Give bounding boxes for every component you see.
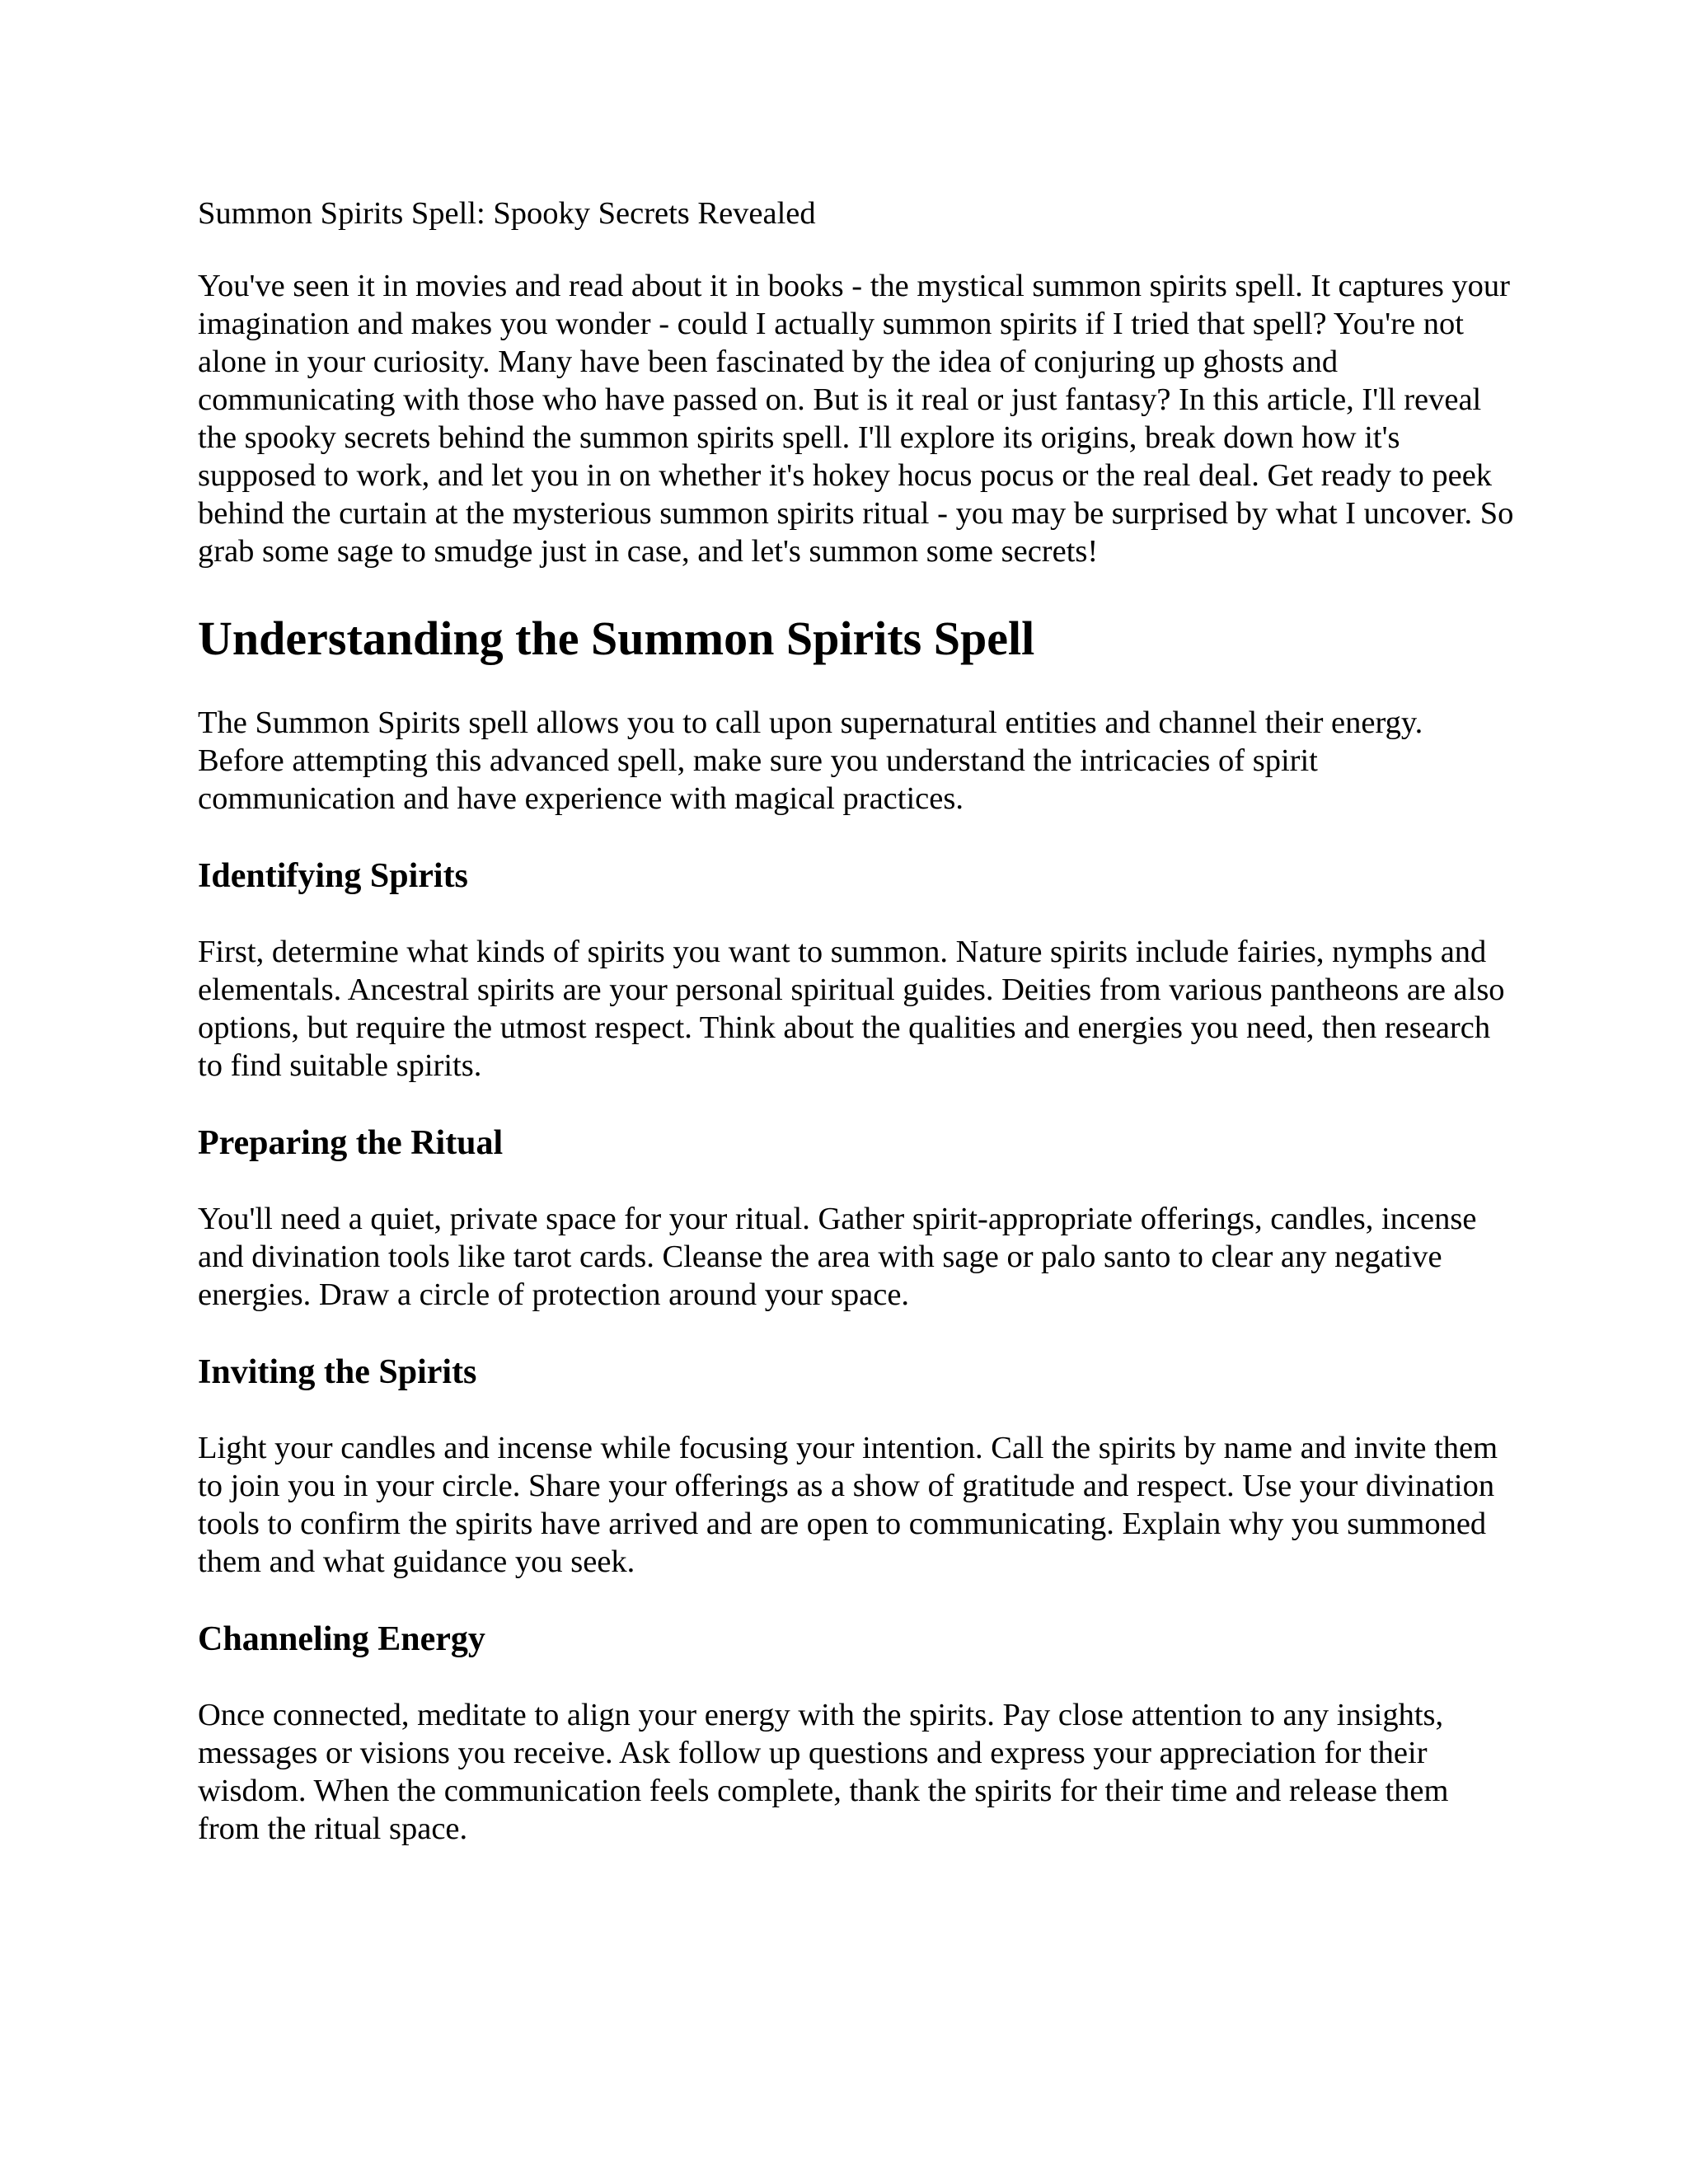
main-heading: Understanding the Summon Spirits Spell <box>198 612 1035 665</box>
section-body-inviting-spirits: Light your candles and incense while focusing your intention. Call the spirits by name and invite them to join you in your circle. Share your offerings as a show of gratitude and respect. Use your divination tools to confirm the spirits have arrived and are open to communicating. Explain why you summoned them and what guidance you seek. <box>198 1431 1498 1579</box>
section-heading-identifying-spirits: Identifying Spirits <box>198 857 468 895</box>
document-title: Summon Spirits Spell: Spooky Secrets Revealed <box>198 196 816 231</box>
intro-paragraph: You've seen it in movies and read about it in books - the mystical summon spirits spell. It captures your imagination and makes you wonder - could I actually summon spirits if I tried that spell? You're not alone in your curiosity. Many have been fascinated by the idea of conjuring up ghosts and communicating with those who have passed on. But is it real or just fantasy? In this article, I'll reveal the spooky secrets behind the summon spirits spell. I'll explore its origins, break down how it's supposed to work, and let you in on whether it's hokey hocus pocus or the real deal. Get ready to peek behind the curtain at the mysterious summon spirits ritual - you may be surprised by what I uncover. So grab some sage to smudge just in case, and let's summon some secrets! <box>198 269 1514 569</box>
section-body-preparing-ritual: You'll need a quiet, private space for your ritual. Gather spirit-appropriate offerings, candles, incense and divination tools like tarot cards. Cleanse the area with sage or palo santo to clear any negative energies. Draw a circle of protection around your space. <box>198 1202 1477 1312</box>
section-body-channeling-energy: Once connected, meditate to align your energy with the spirits. Pay close attention to any insights, messages or visions you receive. Ask follow up questions and express your appreciation for their wisdom. When the communication feels complete, thank the spirits for their time and release them from the ritual space. <box>198 1698 1449 1846</box>
section-body-identifying-spirits: First, determine what kinds of spirits you want to summon. Nature spirits include fairies, nymphs and elementals. Ancestral spirits are your personal spiritual guides. Deities from various pantheons are also options, but require the utmost respect. Think about the qualities and energies you need, then research to find suitable spirits. <box>198 935 1505 1083</box>
section-heading-channeling-energy: Channeling Energy <box>198 1620 485 1658</box>
main-heading-paragraph: The Summon Spirits spell allows you to call upon supernatural entities and channel their energy. Before attempting this advanced spell, make sure you understand the intricacies of spirit communication and have experience with magical practices. <box>198 705 1423 816</box>
section-heading-inviting-spirits: Inviting the Spirits <box>198 1353 477 1391</box>
document-page <box>198 194 1517 1848</box>
section-heading-preparing-ritual: Preparing the Ritual <box>198 1124 504 1162</box>
